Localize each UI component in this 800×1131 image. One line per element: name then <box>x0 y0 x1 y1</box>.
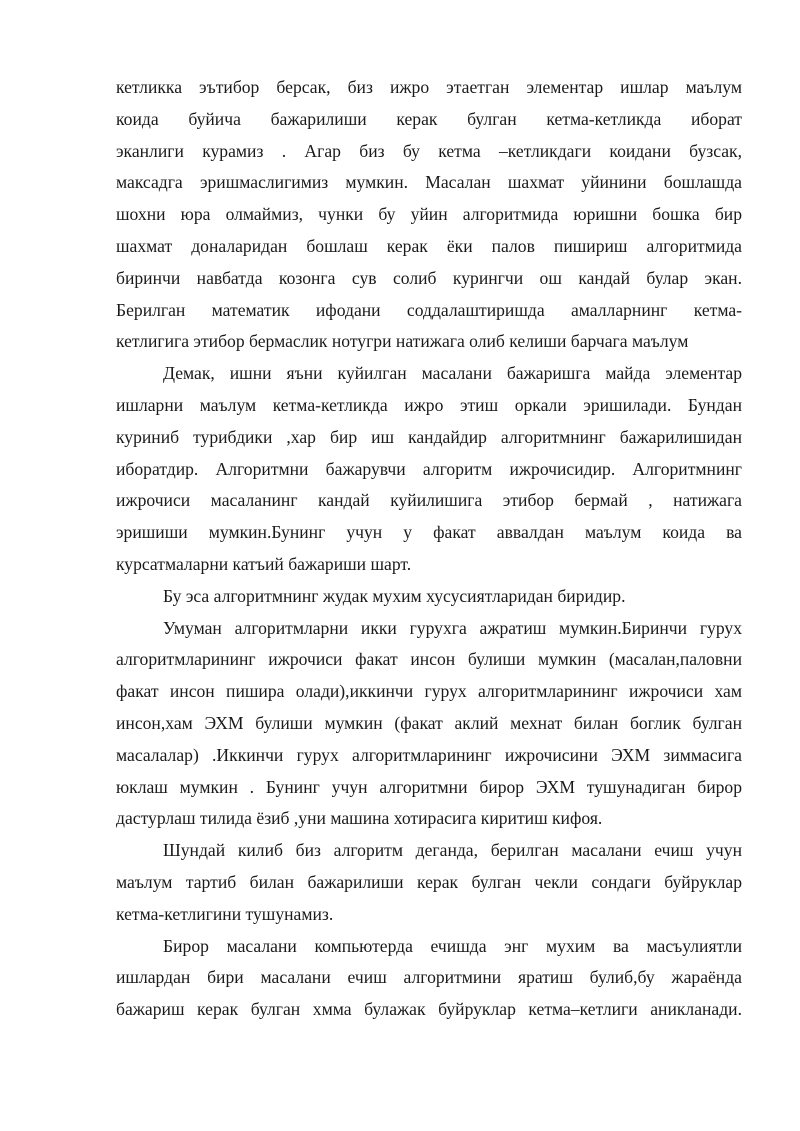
text-line: Берилган математик ифодани соддалаштиришда амалларнинг кетма- <box>116 299 742 320</box>
text-line: Демак, ишни яъни куйилган масалани бажаришга майда элементар <box>163 363 742 384</box>
text-line: Умуман алгоритмларни икки гурухга ажратиш мумкин.Биринчи гурух <box>163 617 742 638</box>
paragraph-3 <box>116 581 742 613</box>
text-line: коида буйича бажарилиши керак булган кетма-кетликда иборат <box>116 108 742 129</box>
text-line: дастурлаш тилида ёзиб ,уни машина хотирасига киритиш кифоя. <box>116 808 603 829</box>
text-line: максадга эришмаслигимиз мумкин. Масалан шахмат уйинини бошлашда <box>116 172 742 193</box>
text-line: кетлигига этибор бермаслик нотугри натижага олиб келиши барчага маълум <box>116 331 689 352</box>
text-line: шохни юра олмаймиз, чунки бу уйин алгоритмида юришни бошка бир <box>116 204 742 225</box>
paragraph-6 <box>116 931 742 1026</box>
document-body <box>116 72 742 1026</box>
text-line: эришиши мумкин.Бунинг учун у факат аввалдан маълум коида ва <box>116 522 742 543</box>
text-line: инсон,хам ЭХМ булиши мумкин (факат аклий мехнат билан боглик булган <box>116 712 742 733</box>
text-line: юклаш мумкин . Бунинг учун алгоритмни бирор ЭХМ тушунадиган бирор <box>116 776 742 797</box>
text-line: куриниб турибдики ,хар бир иш кандайдир алгоритмнинг бажарилишидан <box>116 426 742 447</box>
text-line: масалалар) .Иккинчи гурух алгоритмларининг ижрочисини ЭХМ зиммасига <box>116 744 742 765</box>
text-line: Бирор масалани компьютерда ечишда энг мухим ва масъулиятли <box>163 935 742 956</box>
text-line: иборатдир. Алгоритмни бажарувчи алгоритм ижрочисидир. Алгоритмнинг <box>116 458 742 479</box>
text-line: бажариш керак булган хмма булажак буйруклар кетма–кетлиги аникланади. <box>116 999 742 1020</box>
text-line: эканлиги курамиз . Агар биз бу кетма –кетликдаги коидани бузсак, <box>116 140 742 161</box>
text-line: шахмат доналаридан бошлаш керак ёки палов пишириш алгоритмида <box>116 235 742 256</box>
text-line: Шундай килиб биз алгоритм деганда, берилган масалани ечиш учун <box>163 840 742 861</box>
text-line: ишларни маълум кетма-кетликда ижро этиш оркали эришилади. Бундан <box>116 394 742 415</box>
text-line: биринчи навбатда козонга сув солиб курингчи ош кандай булар экан. <box>116 267 742 288</box>
text-line: алгоритмларининг ижрочиси факат инсон булиши мумкин (масалан,паловни <box>116 649 742 670</box>
text-line: ижрочиси масаланинг кандай куйилишига этибор бермай , натижага <box>116 490 742 511</box>
text-line: Бу эса алгоритмнинг жудак мухим хусусиятларидан биридир. <box>163 585 626 606</box>
text-line: кетликка эътибор берсак, биз ижро этаетган элементар ишлар маълум <box>116 77 742 97</box>
paragraph-4 <box>116 613 742 836</box>
paragraph-5 <box>116 835 742 930</box>
text-line: маълум тартиб билан бажарилиши керак булган чекли сондаги буйруклар <box>116 871 742 892</box>
paragraph-1 <box>116 72 742 358</box>
text-line: факат инсон пишира олади),иккинчи гурух алгоритмларининг ижрочиси хам <box>116 681 742 702</box>
paragraph-2 <box>116 358 742 581</box>
text-line: кетма-кетлигини тушунамиз. <box>116 903 334 924</box>
text-line: ишлардан бири масалани ечиш алгоритмини яратиш булиб,бу жараёнда <box>116 967 742 988</box>
text-line: курсатмаларни катъий бажариши шарт. <box>116 553 412 574</box>
